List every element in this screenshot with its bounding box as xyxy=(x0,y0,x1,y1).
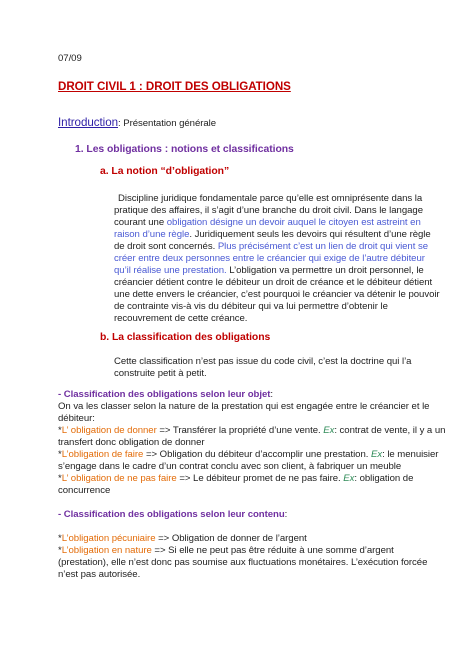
para-a-highlight: raison d’une règle xyxy=(114,229,190,240)
bullet-star: * xyxy=(58,449,62,460)
contenu-item-2 xyxy=(58,545,394,557)
para-a-text: de droit sont concernés. xyxy=(114,241,218,252)
bullet-star: * xyxy=(58,545,62,556)
contenu-item-2-line-2: (prestation), elle n’est donc pas soumise aux fluctuations monétaires. L’exécution forcée xyxy=(58,557,428,568)
date-header: 07/09 xyxy=(58,53,82,64)
para-a-line-8: créancier détient contre le débiteur un droit de créance et le débiteur détient xyxy=(114,277,433,288)
document-title: DROIT CIVIL 1 : DROIT DES OBLIGATIONS xyxy=(58,80,291,93)
contenu-item-1 xyxy=(58,533,307,545)
objet-item-2-line-2: s’engage dans le cadre d’un contrat conclu avec son client, à fabriquer un meuble xyxy=(58,461,402,472)
introduction-line xyxy=(58,117,216,130)
objet-item-3-line-2: concurrence xyxy=(58,485,111,496)
para-a-line-4 xyxy=(114,229,431,241)
para-a-text: courant une xyxy=(114,217,167,228)
objet-item-1-label: L’ obligation de donner xyxy=(61,425,157,436)
contenu-item-1-label: L’obligation pécuniaire xyxy=(61,533,156,544)
objet-item-2 xyxy=(58,449,438,461)
objet-item-2-example: : le menuisier xyxy=(382,449,439,460)
para-a-highlight: obligation désigne un devoir auquel le citoyen est astreint en xyxy=(166,217,421,228)
introduction-label: Introduction xyxy=(58,116,118,129)
objet-item-2-label: L’obligation de faire xyxy=(61,449,144,460)
bullet-star: * xyxy=(58,425,62,436)
para-a-line-10: de contrainte vis-à vis du débiteur qui va lui permettre d’obtenir le xyxy=(114,301,388,312)
objet-heading-label: - Classification des obligations selon leur objet xyxy=(58,389,271,400)
subsection-heading-a: a. La notion “d’obligation” xyxy=(100,166,230,177)
objet-heading-colon: : xyxy=(270,389,274,400)
introduction-subtitle: : Présentation générale xyxy=(117,118,217,129)
contenu-item-2-text: => Si elle ne peut pas être réduite à une somme d’argent xyxy=(151,545,394,556)
para-b-line-1: Cette classification n’est pas issue du code civil, c’est la doctrine qui l’a xyxy=(114,356,412,367)
para-a-line-9: une dette envers le créancier, c’est pourquoi le créancier va détenir le pouvoir xyxy=(114,289,440,300)
section-heading-1: 1. Les obligations : notions et classifications xyxy=(75,144,294,155)
objet-item-3 xyxy=(58,473,413,485)
subsection-heading-b: b. La classification des obligations xyxy=(100,332,271,343)
objet-heading xyxy=(58,389,273,401)
para-a-highlight: Plus précisément c’est un lien de droit qui vient se xyxy=(217,241,428,252)
para-a-line-7 xyxy=(114,265,424,277)
example-marker: Ex xyxy=(370,449,383,460)
para-a-line-2: pratique des affaires, il s’agit d’une branche du droit civil. Dans le langage xyxy=(114,205,423,216)
objet-item-3-example: : obligation de xyxy=(354,473,414,484)
objet-item-1-text: => Transférer la propriété d’une vente. xyxy=(156,425,324,436)
objet-item-1-line-2: transfert donc obligation de donner xyxy=(58,437,205,448)
example-marker: Ex xyxy=(343,473,355,484)
objet-item-2-text: => Obligation du débiteur d’accomplir une prestation. xyxy=(143,449,371,460)
para-a-highlight: qu’il réalise une prestation. xyxy=(114,265,227,276)
objet-item-1 xyxy=(58,425,445,437)
objet-line-1: On va les classer selon la nature de la prestation qui est engagée entre le créancier et le xyxy=(58,401,430,412)
para-a-line-11: recouvrement de cette créance. xyxy=(114,313,248,324)
contenu-item-2-line-3: n’est pas autorisée. xyxy=(58,569,141,580)
contenu-item-2-label: L’obligation en nature xyxy=(61,545,152,556)
objet-line-2: débiteur: xyxy=(58,413,95,424)
contenu-heading-label: - Classification des obligations selon leur contenu xyxy=(58,509,285,520)
para-a-line-5 xyxy=(114,241,428,253)
para-a-line-6: créer entre deux personnes entre le créancier qui exige de l’autre débiteur xyxy=(114,253,425,264)
objet-item-1-example: : contrat de vente, il y a un xyxy=(334,425,446,436)
contenu-heading xyxy=(58,509,287,521)
objet-item-3-text: => Le débiteur promet de ne pas faire. xyxy=(176,473,344,484)
para-a-line-3 xyxy=(114,217,421,229)
contenu-item-1-text: => Obligation de donner de l’argent xyxy=(155,533,307,544)
para-a-text: . Juridiquement seuls les devoirs qui résultent d’une règle xyxy=(189,229,431,240)
objet-item-3-label: L’ obligation de ne pas faire xyxy=(61,473,177,484)
example-marker: Ex xyxy=(323,425,335,436)
para-b-line-2: construite petit à petit. xyxy=(114,368,207,379)
para-a-text: L’obligation va permettre un droit personnel, le xyxy=(226,265,424,276)
para-a-line-1: Discipline juridique fondamentale parce qu’elle est omniprésente dans la xyxy=(118,193,423,204)
bullet-star: * xyxy=(58,533,62,544)
bullet-star: * xyxy=(58,473,62,484)
contenu-heading-colon: : xyxy=(284,509,288,520)
